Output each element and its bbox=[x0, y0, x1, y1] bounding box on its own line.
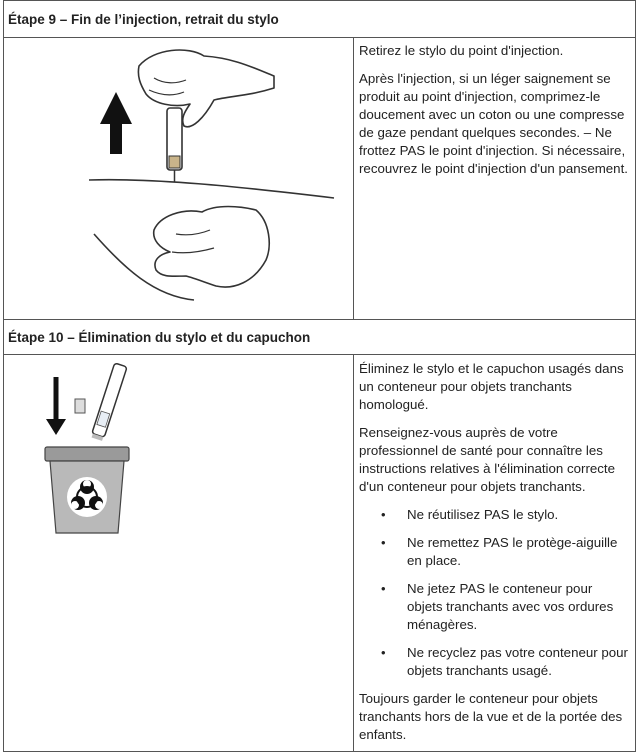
list-item: • Ne recyclez pas votre conteneur pour objets tranchants usagé. bbox=[359, 644, 629, 680]
step10-image-cell bbox=[3, 354, 354, 752]
step10-bullet-list bbox=[359, 506, 629, 680]
list-item: • Ne jetez PAS le conteneur pour objets tranchants avec vos ordures ménagères. bbox=[359, 580, 629, 634]
step9-paragraph: Retirez le stylo du point d'injection. bbox=[359, 43, 564, 58]
step9-text-cell bbox=[353, 37, 636, 320]
step10-text-cell bbox=[353, 354, 636, 752]
step10-header bbox=[3, 319, 636, 355]
step10-paragraph: Renseignez-vous auprès de votre professionnel de santé pour connaître les instructions relatives à l'élimination correcte d'un conteneur pour objets tranchants. bbox=[359, 425, 616, 494]
instruction-table bbox=[3, 0, 636, 752]
step9-title: Étape 9 – Fin de l’injection, retrait du stylo bbox=[8, 11, 279, 27]
step9-paragraph: Après l'injection, si un léger saignement se produit au point d'injection, comprimez-le doucement avec un coton ou une compresse de gaze pendant quelques secondes. – Ne frottez PAS le point d'injection. Si nécessaire, recouvrez le point d'injection d'un pansement. bbox=[359, 71, 628, 176]
step9-image-cell bbox=[3, 37, 354, 320]
list-item: • Ne remettez PAS le protège-aiguille en place. bbox=[359, 534, 629, 570]
step10-paragraph: Éliminez le stylo et le capuchon usagés dans un conteneur pour objets tranchants homologué. bbox=[359, 361, 624, 412]
sharps-container-biohazard-icon bbox=[4, 355, 353, 555]
step10-paragraph: Toujours garder le conteneur pour objets tranchants hors de la vue et de la portée des enfants. bbox=[359, 691, 623, 742]
hand-withdrawing-pen-icon bbox=[4, 38, 353, 319]
step9-header bbox=[3, 0, 636, 38]
list-item: • Ne réutilisez PAS le stylo. bbox=[359, 506, 629, 524]
step10-title: Étape 10 – Élimination du stylo et du capuchon bbox=[8, 329, 311, 345]
